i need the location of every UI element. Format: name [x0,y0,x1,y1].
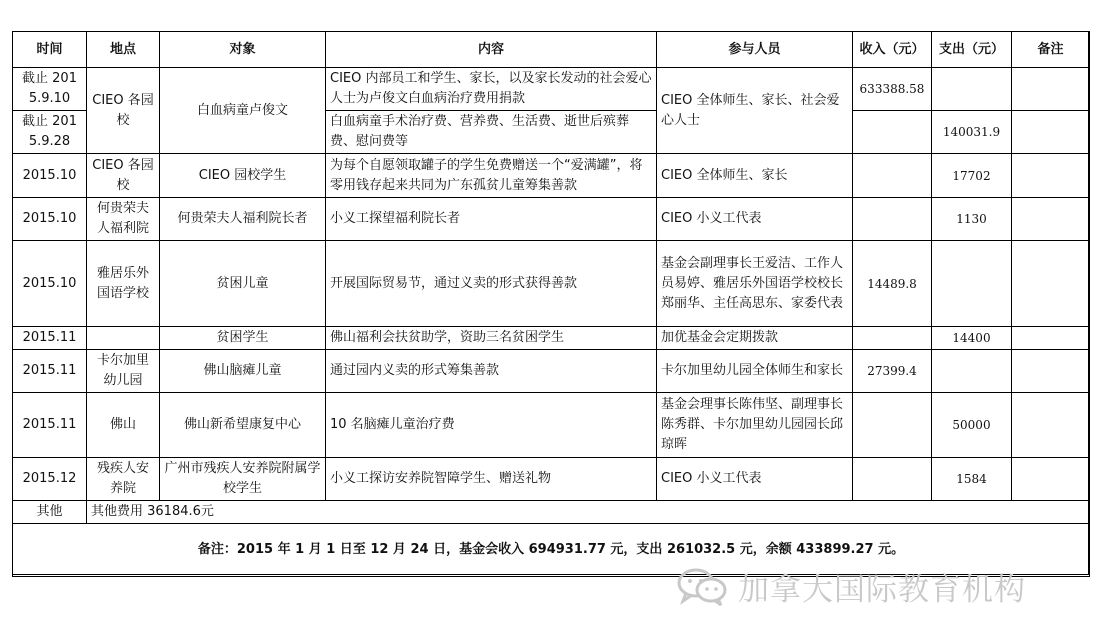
cell-remark [1012,393,1090,458]
table-row [13,327,1090,350]
watermark [676,560,1076,610]
header-remark: 备注 [1012,32,1090,68]
table-row [13,198,1090,241]
cell-remark [1012,327,1090,350]
table-row [13,241,1090,327]
cell-remark [1012,154,1090,198]
cell-target: 白血病童卢俊文 [160,68,326,154]
donation-ledger-table [12,31,1090,577]
cell-remark [1012,111,1090,154]
cell-content: 开展国际贸易节，通过义卖的形式获得善款 [326,241,657,327]
header-target: 对象 [160,32,326,68]
cell-income: 14489.8 [853,241,932,327]
watermark-text: 加拿大国际教育机构 [738,572,1026,608]
cell-expense: 1584 [932,458,1012,501]
cell-time: 2015.11 [13,350,87,393]
cell-target: 广州市残疾人安养院附属学校学生 [160,458,326,501]
cell-place: CIEO 各园校 [87,154,160,198]
cell-time: 2015.12 [13,458,87,501]
cell-income [853,154,932,198]
cell-content: 通过园内义卖的形式筹集善款 [326,350,657,393]
cell-participants: CIEO 全体师生、家长、社会爱心人士 [657,68,853,154]
wechat-icon [676,566,728,606]
header-content: 内容 [326,32,657,68]
cell-target: 贫困学生 [160,327,326,350]
cell-time: 截止 2015.9.28 [13,111,87,154]
cell-time: 截止 2015.9.10 [13,68,87,111]
cell-time: 2015.11 [13,327,87,350]
cell-time: 2015.10 [13,241,87,327]
cell-place: 残疾人安养院 [87,458,160,501]
header-place: 地点 [87,32,160,68]
cell-remark [1012,458,1090,501]
header-time: 时间 [13,32,87,68]
cell-expense: 1130 [932,198,1012,241]
table-row [13,458,1090,501]
cell-expense: 50000 [932,393,1012,458]
header-expense: 支出（元） [932,32,1012,68]
cell-income [853,393,932,458]
cell-income [853,198,932,241]
cell-content: CIEO 内部员工和学生、家长，以及家长发动的社会爱心人士为卢俊文白血病治疗费用捐款 [326,68,657,111]
header-income: 收入（元） [853,32,932,68]
cell-income [853,327,932,350]
cell-income [853,111,932,154]
cell-target: 佛山脑瘫儿童 [160,350,326,393]
cell-income: 27399.4 [853,350,932,393]
table-row [13,154,1090,198]
cell-content: 小义工探望福利院长者 [326,198,657,241]
cell-expense: 17702 [932,154,1012,198]
cell-time: 2015.10 [13,198,87,241]
cell-participants: CIEO 全体师生、家长 [657,154,853,198]
table-row [13,68,1090,111]
cell-expense [932,350,1012,393]
cell-time: 2015.10 [13,154,87,198]
cell-content: 佛山福利会扶贫助学，资助三名贫困学生 [326,327,657,350]
cell-remark [1012,241,1090,327]
cell-income [853,458,932,501]
cell-remark [1012,68,1090,111]
cell-remark [1012,350,1090,393]
cell-place [87,327,160,350]
cell-expense [932,241,1012,327]
other-value: 其他费用 36184.6元 [87,501,1090,524]
cell-target: 何贵荣夫人福利院长者 [160,198,326,241]
header-participants: 参与人员 [657,32,853,68]
cell-expense [932,68,1012,111]
cell-participants: 基金会副理事长王爱洁、工作人员易婷、雅居乐外国语学校校长郑丽华、主任高思东、家委代表 [657,241,853,327]
cell-target: 贫困儿童 [160,241,326,327]
cell-participants: 卡尔加里幼儿园全体师生和家长 [657,350,853,393]
cell-content: 10 名脑瘫儿童治疗费 [326,393,657,458]
cell-place: 何贵荣夫人福利院 [87,198,160,241]
cell-place: CIEO 各园校 [87,68,160,154]
cell-remark [1012,198,1090,241]
cell-place: 雅居乐外国语学校 [87,241,160,327]
other-label: 其他 [13,501,87,524]
cell-target: CIEO 园校学生 [160,154,326,198]
cell-time: 2015.11 [13,393,87,458]
cell-participants: CIEO 小义工代表 [657,458,853,501]
cell-place: 佛山 [87,393,160,458]
table-row [13,393,1090,458]
cell-place: 卡尔加里幼儿园 [87,350,160,393]
cell-content: 小义工探访安养院智障学生、赠送礼物 [326,458,657,501]
cell-participants: 基金会理事长陈伟坚、副理事长陈秀群、卡尔加里幼儿园园长邱琼晖 [657,393,853,458]
other-row [13,501,1090,524]
table-row [13,350,1090,393]
cell-target: 佛山新希望康复中心 [160,393,326,458]
cell-expense: 14400 [932,327,1012,350]
cell-content: 白血病童手术治疗费、营养费、生活费、逝世后殡葬费、慰问费等 [326,111,657,154]
cell-participants: 加优基金会定期拨款 [657,327,853,350]
header-row [13,32,1090,68]
cell-content: 为每个自愿领取罐子的学生免费赠送一个“爱满罐”，将零用钱存起来共同为广东孤贫儿童筹集善款 [326,154,657,198]
cell-participants: CIEO 小义工代表 [657,198,853,241]
summary-note: 备注：2015 年 1 月 1 日至 12 月 24 日，基金会收入 694931.77 元，支出 261032.5 元，余额 433899.27 元。 [13,524,1090,577]
cell-income: 633388.58 [853,68,932,111]
cell-expense: 140031.9 [932,111,1012,154]
